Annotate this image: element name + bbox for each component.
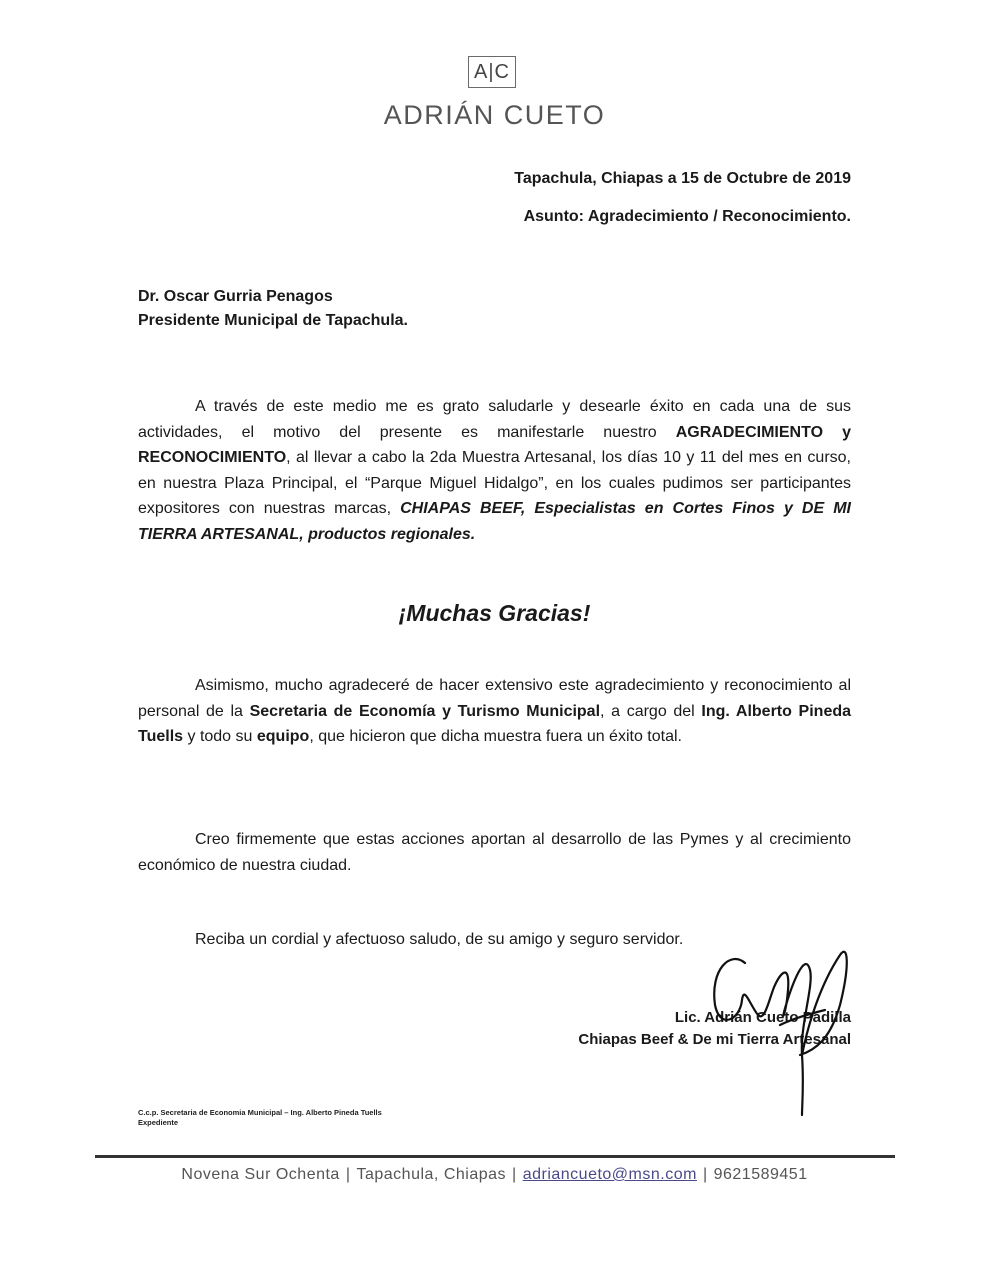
ccp-line-1: C.c.p. Secretaria de Economia Municipal – Ing. Alberto Pineda Tuells	[138, 1108, 382, 1117]
p1-text-c: , al llevar a cabo la 2da Muestra Artesanal, los días 10 y 11 del mes en curso, en nuestra Plaza Principal, el “Parque Miguel Hidalgo”, en los cuales pudimos ser participantes expositores con nuestras marcas,	[138, 449, 851, 517]
footer-separator: |	[345, 1166, 351, 1183]
footer-divider	[95, 1155, 895, 1158]
footer-separator: |	[702, 1166, 708, 1183]
footer-phone: 9621589451	[713, 1166, 808, 1183]
p2-text-g: , que hicieron que dicha muestra fuera un éxito total.	[309, 728, 682, 745]
ccp-line-2: Expediente	[138, 1118, 179, 1127]
signer-company: Chiapas Beef & De mi Tierra Artesanal	[578, 1031, 851, 1048]
recipient-title: Presidente Municipal de Tapachula.	[138, 312, 408, 329]
p2-bold-equipo: equipo	[256, 728, 310, 745]
logo-monogram	[468, 56, 516, 88]
p1-bold-italic: CHIAPAS BEEF, Especialistas en Cortes Finos y DE MI TIERRA ARTESANAL, productos regionales.	[138, 500, 851, 543]
paragraph-1	[138, 394, 851, 547]
handwritten-signature	[690, 945, 860, 1125]
footer-separator: |	[512, 1166, 517, 1183]
footer-city: Tapachula, Chiapas	[356, 1166, 507, 1183]
thanks-heading: ¡Muchas Gracias!	[398, 600, 591, 626]
p2-bold-ing: Ing. Alberto Pineda Tuells	[138, 702, 852, 745]
subject-line: Asunto: Agradecimiento / Reconocimiento.	[523, 208, 851, 225]
signer-name: Lic. Adrián Cueto Padilla	[674, 1009, 851, 1026]
p1-bold: AGRADECIMIENTO y RECONOCIMIENTO	[138, 423, 851, 466]
recipient-name: Dr. Oscar Gurria Penagos	[138, 288, 333, 305]
logo-letters: A|C	[474, 60, 510, 83]
ccp-note	[138, 1108, 382, 1128]
p2-text-c: , a cargo del	[600, 702, 702, 720]
p1-text-a: A través de este medio me es grato saludarle y desearle éxito en cada una de sus actividades, el motivo del presente es manifestarle nuestro	[138, 398, 851, 441]
paragraph-2	[138, 673, 851, 750]
p2-text-e: y todo su	[183, 728, 257, 745]
date-line: Tapachula, Chiapas a 15 de Octubre de 2019	[514, 170, 851, 187]
p2-bold-secretaria: Secretaria de Economía y Turismo Municipal	[249, 702, 601, 720]
footer-address: Novena Sur Ochenta	[181, 1166, 340, 1183]
recipient-block	[138, 285, 408, 333]
footer-email-link[interactable]: adriancueto@msn.com	[522, 1166, 697, 1183]
footer-contact	[0, 1166, 989, 1184]
paragraph-3: Creo firmemente que estas acciones aportan al desarrollo de las Pymes y al crecimiento económico de nuestra ciudad.	[138, 831, 851, 874]
letterhead-name: ADRIÁN CUETO	[383, 100, 606, 130]
closing-line: Reciba un cordial y afectuoso saludo, de su amigo y seguro servidor.	[195, 931, 684, 948]
p2-text-a: Asimismo, mucho agradeceré de hacer extensivo este agradecimiento y reconocimiento al personal de la	[138, 677, 851, 720]
